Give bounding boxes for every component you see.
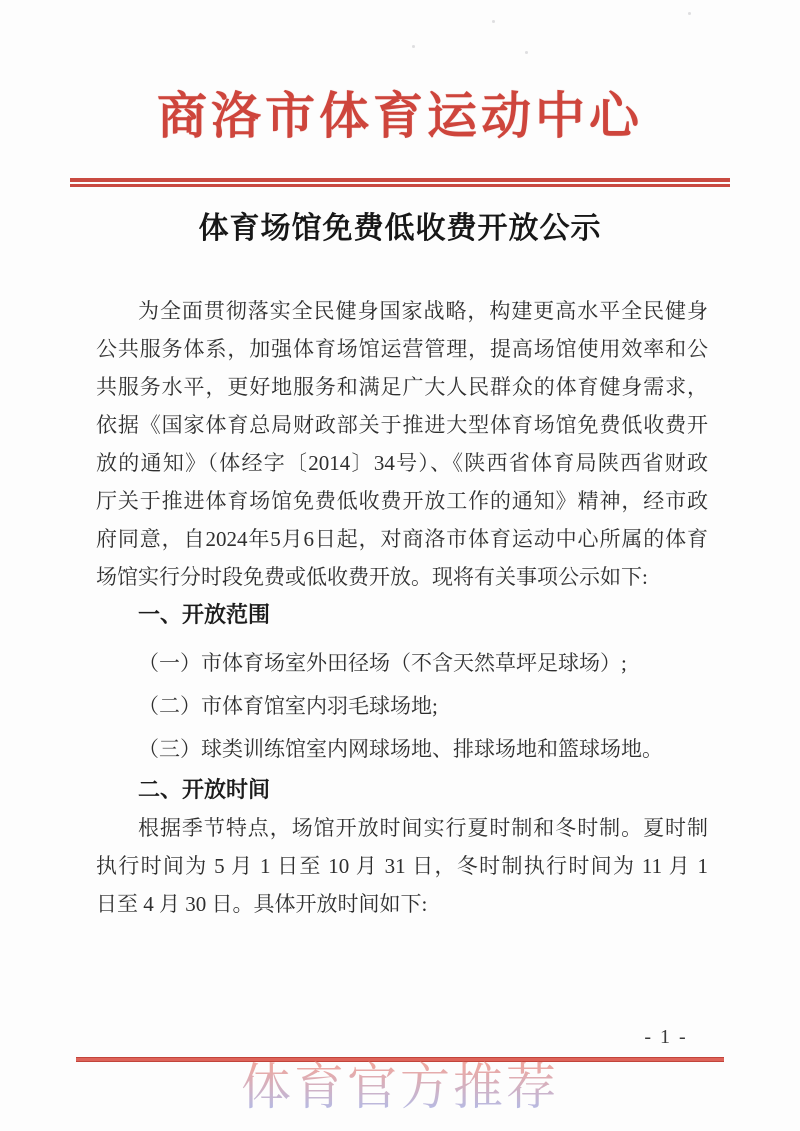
body-line: 放的通知》（体经字〔2014〕34号）、《陕西省体育局陕西省财政 bbox=[96, 451, 708, 475]
section-heading-2: 二、开放时间 bbox=[138, 777, 271, 802]
list-item-3: （三）球类训练馆室内网球场地、排球场地和篮球场地。 bbox=[138, 737, 663, 761]
page-number: - 1 - bbox=[644, 1026, 688, 1048]
scan-speck bbox=[492, 20, 495, 23]
body-line: 日至 4 月 30 日。具体开放时间如下: bbox=[96, 892, 428, 916]
list-item-1: （一）市体育场室外田径场（不含天然草坪足球场）; bbox=[138, 651, 627, 675]
body-line: 根据季节特点，场馆开放时间实行夏时制和冬时制。夏时制 bbox=[138, 816, 708, 840]
document-body bbox=[96, 292, 708, 923]
body-line: 公共服务体系，加强体育场馆运营管理，提高场馆使用效率和公 bbox=[96, 337, 708, 361]
document-title: 体育场馆免费低收费开放公示 bbox=[198, 212, 602, 245]
scan-speck bbox=[688, 12, 691, 15]
watermark-text: 体育官方推荐 bbox=[241, 1059, 559, 1115]
body-line: 依据《国家体育总局财政部关于推进大型体育场馆免费低收费开 bbox=[96, 413, 708, 437]
body-line: 为全面贯彻落实全民健身国家战略，构建更高水平全民健身 bbox=[138, 299, 708, 323]
body-line: 场馆实行分时段免费或低收费开放。现将有关事项公示如下: bbox=[96, 565, 648, 589]
scan-speck bbox=[412, 45, 415, 48]
body-line: 府同意，自2024年5月6日起，对商洛市体育运动中心所属的体育 bbox=[96, 527, 708, 551]
list-item-2: （二）市体育馆室内羽毛球场地; bbox=[138, 694, 438, 718]
body-line: 厅关于推进体育场馆免费低收费开放工作的通知》精神，经市政 bbox=[96, 489, 708, 513]
section-heading-1: 一、开放范围 bbox=[138, 602, 271, 627]
body-line: 共服务水平，更好地服务和满足广大人民群众的体育健身需求， bbox=[96, 375, 708, 399]
organization-title: 商洛市体育运动中心 bbox=[157, 88, 643, 144]
letterhead-double-rule bbox=[70, 178, 730, 187]
scan-speck bbox=[525, 51, 528, 54]
body-line: 执行时间为 5 月 1 日至 10 月 31 日，冬时制执行时间为 11 月 1 bbox=[96, 854, 708, 878]
